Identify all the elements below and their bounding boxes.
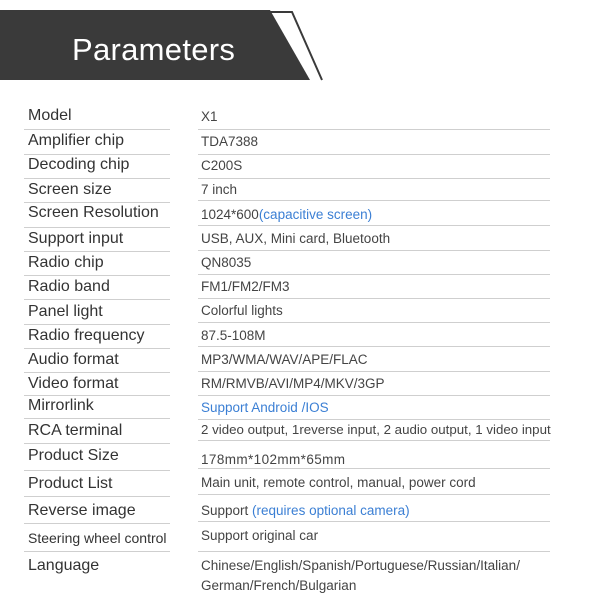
divider: [24, 178, 170, 179]
divider: [24, 523, 170, 524]
param-value: 2 video output, 1reverse input, 2 audio output, 1 video input: [201, 422, 551, 437]
divider: [198, 419, 550, 420]
param-label: RCA terminal: [28, 422, 123, 439]
divider: [198, 521, 550, 522]
divider: [198, 178, 550, 179]
divider: [24, 443, 170, 444]
divider: [24, 418, 170, 419]
param-value: 7 inch: [201, 182, 238, 197]
param-label: Screen size: [28, 181, 112, 198]
param-value: 1024*600(capacitive screen): [201, 207, 373, 222]
param-label: Screen Resolution: [28, 204, 159, 221]
divider: [24, 202, 170, 203]
param-value: Main unit, remote control, manual, power cord: [201, 475, 476, 490]
divider: [24, 154, 170, 155]
param-label: Product List: [28, 475, 113, 492]
divider: [24, 299, 170, 300]
divider: [198, 129, 550, 130]
param-value: RM/RMVB/AVI/MP4/MKV/3GP: [201, 376, 385, 391]
divider: [198, 322, 550, 323]
divider: [198, 371, 550, 372]
divider: [24, 275, 170, 276]
param-label: Radio chip: [28, 254, 104, 271]
param-value: Chinese/English/Spanish/Portuguese/Russian/Italian/ German/French/Bulgarian: [201, 558, 520, 593]
divider: [24, 372, 170, 373]
divider: [198, 440, 550, 441]
divider: [24, 496, 170, 497]
param-label: Model: [28, 107, 72, 124]
param-label: Audio format: [28, 351, 119, 368]
param-label: Steering wheel control: [28, 530, 167, 546]
param-value: Support Android /IOS: [201, 400, 329, 415]
divider: [24, 251, 170, 252]
divider: [198, 494, 550, 495]
divider: [198, 395, 550, 396]
divider: [198, 274, 550, 275]
param-value: C200S: [201, 158, 243, 173]
param-value: Support (requires optional camera): [201, 503, 410, 518]
param-value: X1: [201, 109, 218, 124]
param-label: Video format: [28, 375, 119, 392]
param-label: Product Size: [28, 447, 119, 464]
param-value: MP3/WMA/WAV/APE/FLAC: [201, 352, 368, 367]
divider: [24, 395, 170, 396]
param-value: 87.5-108M: [201, 328, 266, 343]
divider: [198, 200, 550, 201]
param-label: Reverse image: [28, 502, 136, 519]
divider: [198, 346, 550, 347]
param-value: 178mm*102mm*65mm: [201, 452, 346, 467]
divider: [198, 225, 550, 226]
page-title: Parameters: [72, 32, 236, 67]
param-value: FM1/FM2/FM3: [201, 279, 290, 294]
param-value: Colorful lights: [201, 303, 283, 318]
param-label: Radio frequency: [28, 327, 145, 344]
divider: [24, 551, 170, 552]
divider: [198, 250, 550, 251]
divider: [24, 129, 170, 130]
divider: [198, 551, 550, 552]
divider: [24, 348, 170, 349]
divider: [198, 468, 550, 469]
param-value: TDA7388: [201, 134, 259, 149]
param-value: Support original car: [201, 528, 319, 543]
divider: [198, 298, 550, 299]
param-label: Support input: [28, 230, 124, 247]
divider: [198, 154, 550, 155]
param-label: Radio band: [28, 278, 110, 295]
param-label: Language: [28, 557, 100, 574]
param-label: Amplifier chip: [28, 132, 125, 149]
divider: [24, 470, 170, 471]
param-value: QN8035: [201, 255, 252, 270]
divider: [24, 324, 170, 325]
param-label: Panel light: [28, 303, 103, 320]
param-label: Decoding chip: [28, 156, 130, 173]
param-label: Mirrorlink: [28, 397, 94, 414]
param-value: USB, AUX, Mini card, Bluetooth: [201, 231, 391, 246]
divider: [24, 227, 170, 228]
